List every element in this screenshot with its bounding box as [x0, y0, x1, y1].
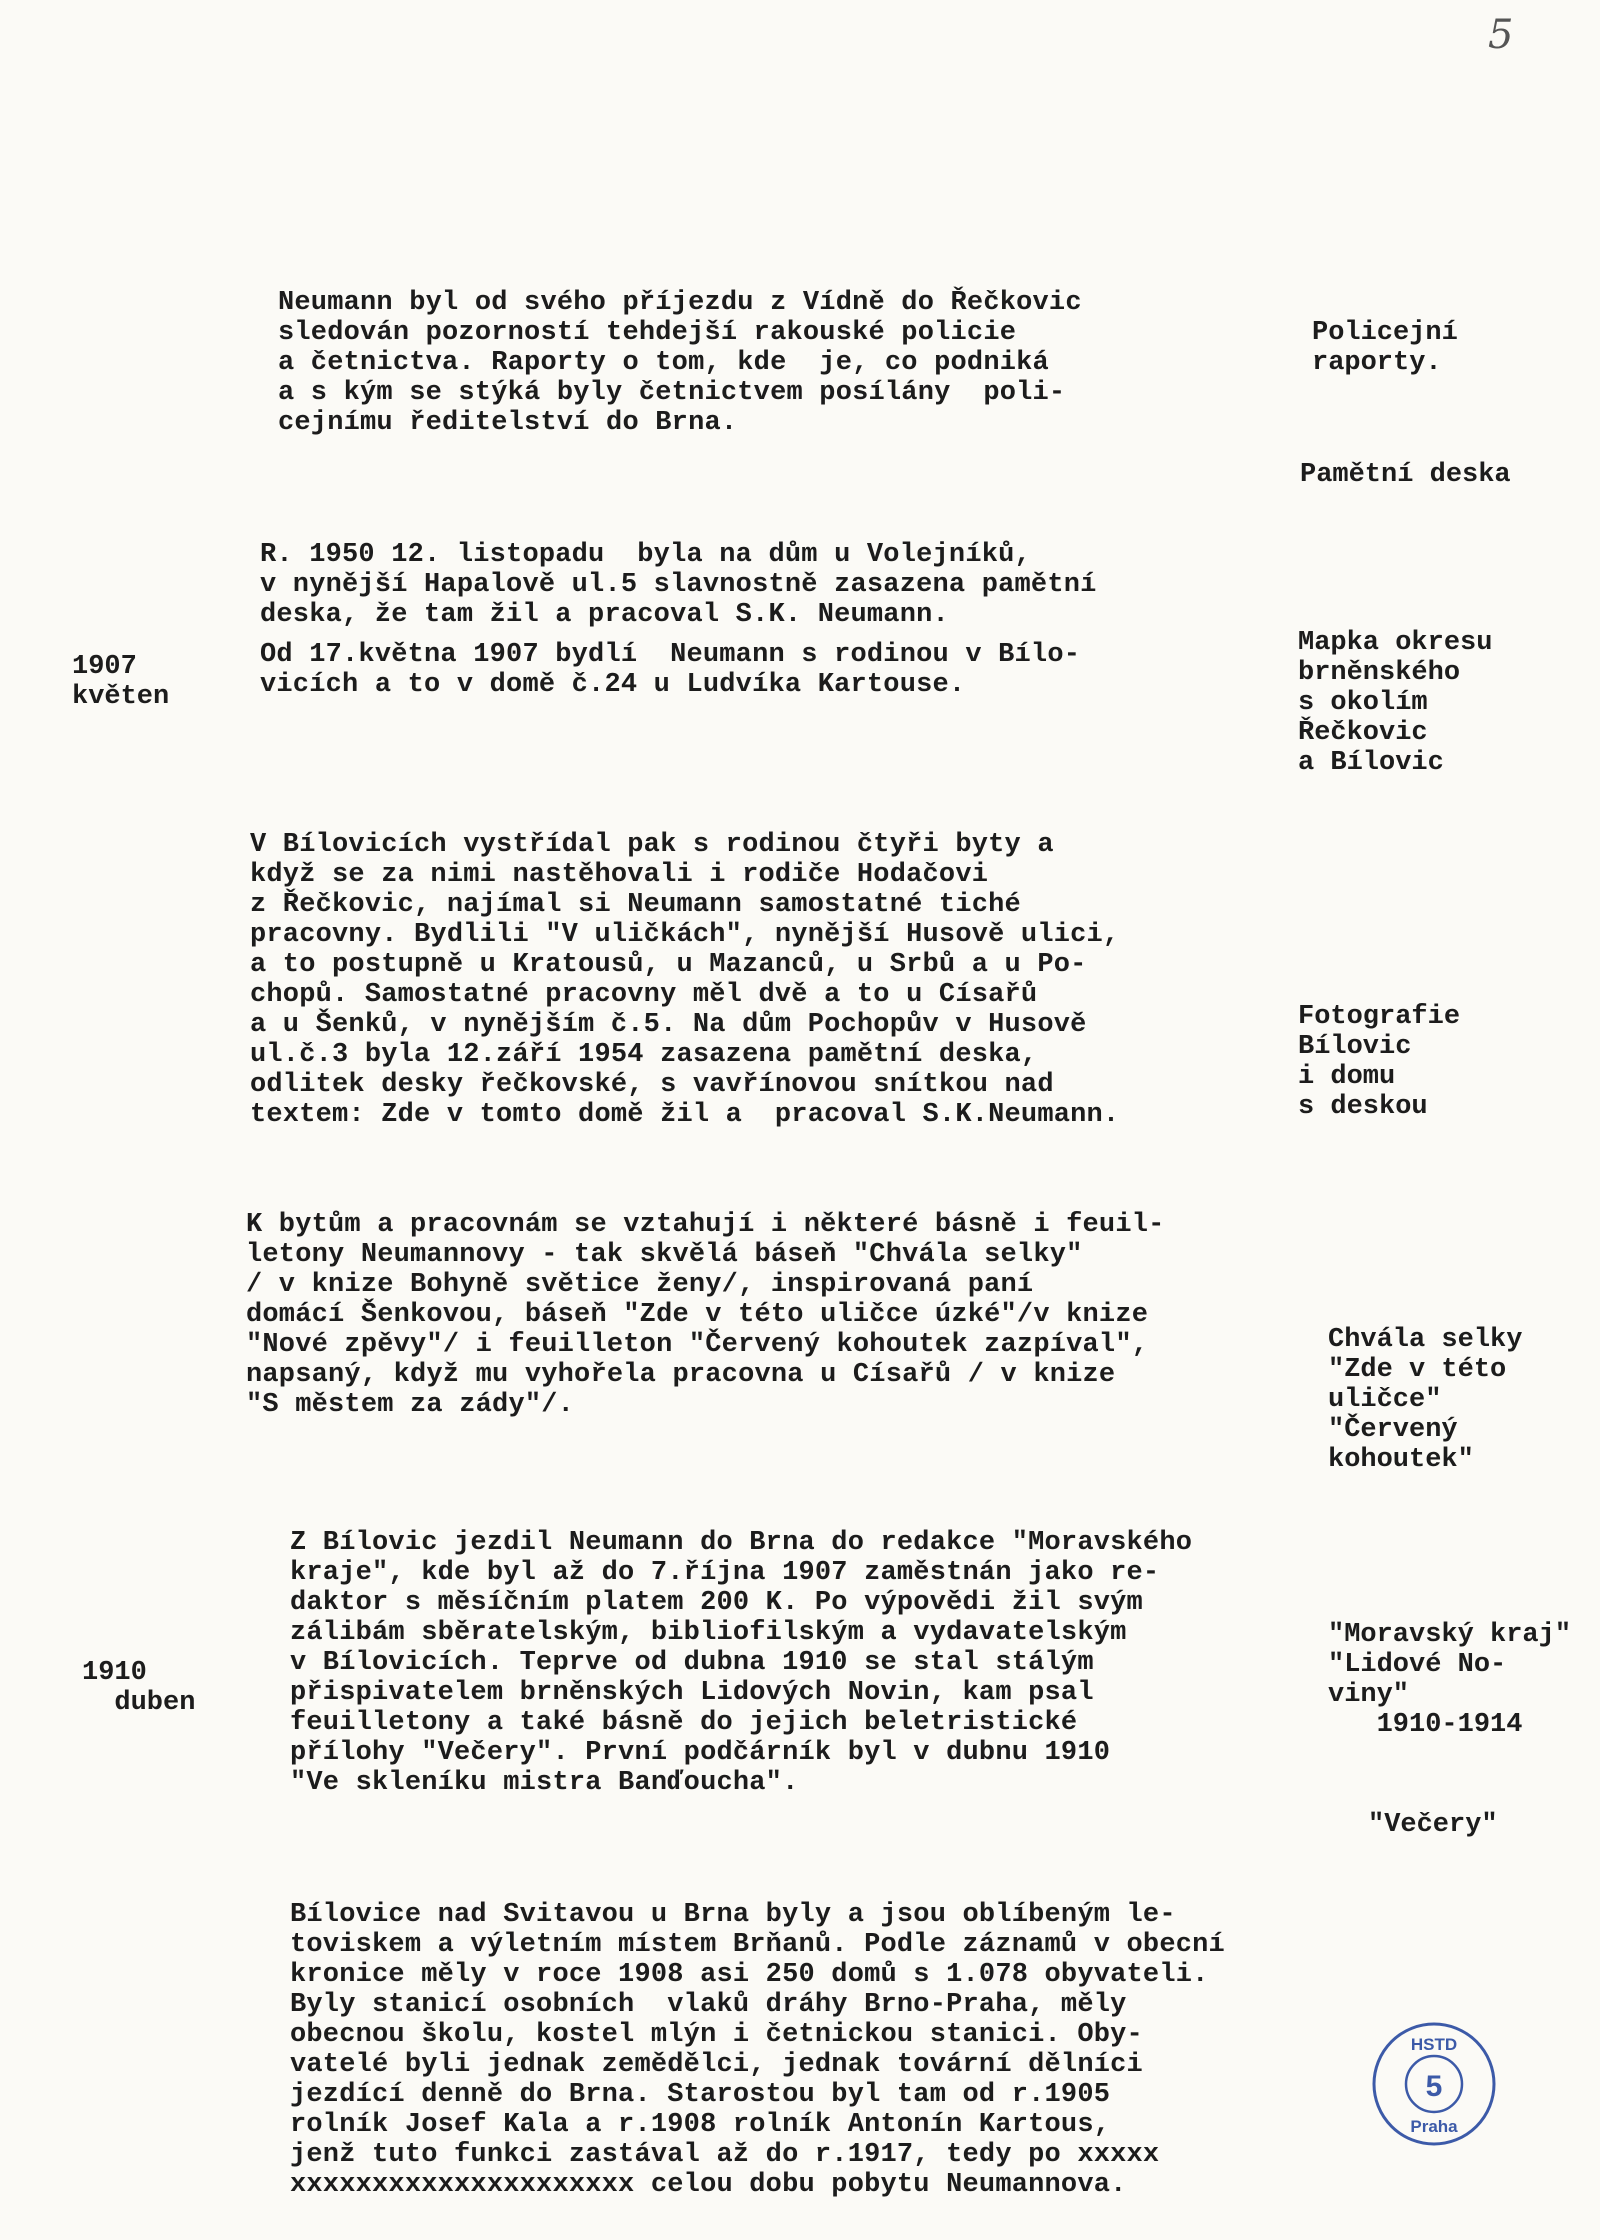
note-vecery: "Večery" [1368, 1810, 1498, 1840]
note-newspapers: "Moravský kraj" "Lidové No- viny" 1910-1914 [1328, 1620, 1572, 1740]
stamp-number: 5 [1425, 2070, 1443, 2103]
paragraph-poems-feuilletons: K bytům a pracovnám se vztahují i některé básně i feuil- letony Neumannovy - tak skvělá báseň "Chvála selky" / v knize Bohyně světice ženy/, inspirovaná paní domácí Šenkovou, báseň "Zde v této uličce úzké"/v knize "Nové zpěvy"/ i feuilleton "Červený kohoutek zazpíval", napsaný, když mu vyhořela pracovna u Císařů / v knize "S městem za zády"/. [246, 1210, 1165, 1420]
note-memorial-plaque: Pamětní deska [1300, 460, 1511, 490]
stamp-bottom-text: Praha [1410, 2117, 1458, 2136]
note-photographs: Fotografie Bílovic i domu s deskou [1298, 1002, 1461, 1122]
page-number: 5 [1488, 12, 1514, 58]
paragraph-police-reports: Neumann byl od svého příjezdu z Vídně do Řečkovic sledován pozorností tehdejší rakouské policie a četnictva. Raporty o tom, kde je, co podniká a s kým se stýká byly četnictvem posílány poli- cejnímu ředitelství do Brna. [278, 288, 1082, 438]
note-police-reports: Policejní raporty. [1312, 318, 1458, 378]
note-poems: Chvála selky "Zde v této uličce" "Červený kohoutek" [1328, 1325, 1523, 1475]
date-1907-may: 1907 květen [72, 652, 170, 712]
archive-stamp [1370, 2020, 1498, 2148]
stamp-top-text: HSTD [1410, 2035, 1458, 2054]
paragraph-apartments: V Bílovicích vystřídal pak s rodinou čtyři byty a když se za nimi nastěhovali i rodiče Hodačovi z Řečkovic, najímal si Neumann samostatné tiché pracovny. Bydlili "V uličkách", nynější Husově ulici, a to postupně u Kratousů, u Mazanců, u Srbů a u Po- chopů. Samostatné pracovny měl dvě a to u Císařů a u Šenků, v nynějším č.5. Na dům Pochopův v Husově ul.č.3 byla 12.září 1954 zasazena pamětní deska, odlitek desky řečkovské, s vavřínovou snítkou nad textem: Zde v tomto domě žil a pracoval S.K.Neumann. [250, 830, 1120, 1130]
paragraph-memorial-plaque: R. 1950 12. listopadu byla na dům u Volejníků, v nynější Hapalově ul.5 slavnostně zasazena pamětní deska, že tam žil a pracoval S.K. Neumann. [260, 540, 1097, 630]
date-1910-april: 1910 duben [82, 1658, 196, 1718]
paragraph-bilovice-description: Bílovice nad Svitavou u Brna byly a jsou oblíbeným le- toviskem a výletním místem Brňanů. Podle záznamů v obecní kronice měly v roce 1908 asi 250 domů s 1.078 obyvateli. Byly stanicí osobních vlaků dráhy Brno-Praha, měly obecnou školu, kostel mlýn i četnickou stanici. Oby- vatelé byli jednak zemědělci, jednak tovární dělníci jezdící denně do Brna. Starostou byl tam od r.1905 rolník Josef Kala a r.1908 rolník Antonín Kartous, jenž tuto funkci zastával až do r.1917, tedy po xxxxx xxxxxxxxxxxxxxxxxxxxx celou dobu pobytu Neumannova. [290, 1900, 1225, 2200]
paragraph-bilovice-1907: Od 17.května 1907 bydlí Neumann s rodinou v Bílo- vicích a to v domě č.24 u Ludvíka Kartouse. [260, 640, 1081, 700]
note-district-map: Mapka okresu brněnského s okolím Řečkovic a Bílovic [1298, 628, 1493, 778]
paragraph-moravsky-kraj: Z Bílovic jezdil Neumann do Brna do redakce "Moravského kraje", kde byl až do 7.října 1907 zaměstnán jako re- daktor s měsíčním platem 200 K. Po výpovědi žil svým zálibám sběratelským, bibliofilským a vydavatelským v Bílovicích. Teprve od dubna 1910 se stal stálým přispivatelem brněnských Lidových Novin, kam psal feuilletony a také básně do jejich beletristické přílohy "Večery". První podčárník byl v dubnu 1910 "Ve skleníku mistra Banďoucha". [290, 1528, 1193, 1798]
